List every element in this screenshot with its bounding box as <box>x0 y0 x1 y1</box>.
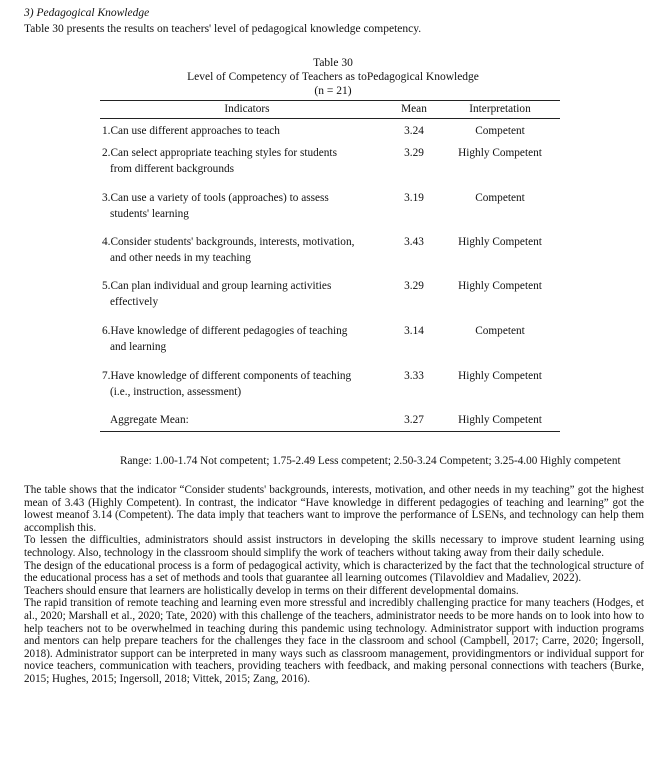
discussion-text <box>24 484 644 686</box>
indicator-text-cont: and other needs in my teaching <box>110 251 251 264</box>
table-title: Level of Competency of Teachers as toPedagogical Knowledge <box>187 71 479 83</box>
range-legend: Range: 1.00-1.74 Not competent; 1.75-2.49 Less competent; 2.50-3.24 Competent; 3.25-4.00 Highly competent <box>120 455 621 467</box>
table-bottom-rule <box>100 431 560 432</box>
mean-value: 3.19 <box>404 192 424 204</box>
table-row <box>102 191 392 222</box>
table-number: Table 30 <box>313 57 353 69</box>
table-row <box>102 124 392 140</box>
section-intro: Table 30 presents the results on teachers' level of pedagogical knowledge competency. <box>24 23 422 35</box>
interpretation-value: Highly Competent <box>458 236 542 248</box>
mean-value: 3.29 <box>404 280 424 292</box>
paragraph: The table shows that the indicator “Consider students' backgrounds, interests, motivation, and other needs in my teaching” got the highest mean of 3.43 (Highly Competent). In contrast, the indicator “Have knowledge in different pedagogies of teaching and learning” got the lowest meanof 3.14 (Competent). The data imply that teachers want to improve the performance of LSENs, and technology can help them accomplish this. <box>24 484 644 534</box>
indicator-text-cont: from different backgrounds <box>110 162 235 175</box>
table-row <box>102 279 392 310</box>
interpretation-value: Highly Competent <box>458 280 542 292</box>
paragraph: Teachers should ensure that learners are holistically develop in terms on their different developmental domains. <box>24 584 519 597</box>
indicator-text-cont: and learning <box>110 340 167 353</box>
table-row <box>102 369 392 400</box>
mean-value: 3.29 <box>404 147 424 159</box>
indicator-text: 6.Have knowledge of different pedagogies of teaching <box>102 325 348 337</box>
table-row <box>102 324 392 355</box>
mean-value: 3.43 <box>404 236 424 248</box>
header-mean: Mean <box>401 103 427 115</box>
interpretation-value: Highly Competent <box>458 370 542 382</box>
mean-value: 3.33 <box>404 370 424 382</box>
indicator-text: 4.Consider students' backgrounds, interests, motivation, <box>102 236 355 248</box>
indicator-text: 1.Can use different approaches to teach <box>102 125 280 137</box>
paragraph: To lessen the difficulties, administrators should assist instructors in developing the skills necessary to improve student learning using technology. Also, technology in the classroom should simplify the work of teachers without taking away from their daily schedule. <box>24 534 644 559</box>
indicator-text-cont: effectively <box>110 295 159 308</box>
interpretation-value: Competent <box>475 192 525 204</box>
indicator-text: 7.Have knowledge of different components of teaching <box>102 370 352 382</box>
mean-value: 3.24 <box>404 125 424 137</box>
interpretation-value: Highly Competent <box>458 147 542 159</box>
header-indicators: Indicators <box>224 103 270 115</box>
paragraph: The rapid transition of remote teaching and learning even more stressful and incredibly challenging practice for many teachers (Hodges, et al., 2020; Marshall et al., 2020; Tate, 2020) with this challenge of the teachers, administrator needs to be more hands on to look into how to help teachers not to be overwhelmed in teaching during this pandemic using technology. Administrator support with induction programs and mentors can help prepare teachers for the challenges they face in the classroom and school (Campbell, 2017; Carre, 2020; Ingersoll, 2018). Administrator support can be interpreted in many ways such as classroom management, providingmentors or individual support for novice teachers, communication with teachers, providing teachers with feedback, and making personal connections with teachers (Burke, 2015; Hughes, 2015; Ingersoll, 2018; Vittek, 2015; Zang, 2016). <box>24 597 644 685</box>
interpretation-value: Competent <box>475 125 525 137</box>
table-row <box>102 146 392 177</box>
indicator-text: 2.Can select appropriate teaching styles for students <box>102 147 337 159</box>
indicator-text-cont: students' learning <box>110 207 189 220</box>
indicator-text: 5.Can plan individual and group learning activities <box>102 280 332 292</box>
table-row <box>102 235 392 266</box>
section-heading: 3) Pedagogical Knowledge <box>24 7 150 19</box>
aggregate-label: Aggregate Mean: <box>110 414 189 426</box>
table-top-rule <box>100 100 560 101</box>
mean-value: 3.14 <box>404 325 424 337</box>
indicator-text-cont: (i.e., instruction, assessment) <box>110 385 242 398</box>
table-n: (n = 21) <box>314 85 352 97</box>
aggregate-interpretation: Highly Competent <box>458 414 542 426</box>
table-header-rule <box>100 118 560 119</box>
aggregate-mean: 3.27 <box>404 414 424 426</box>
header-interpretation: Interpretation <box>469 103 531 115</box>
interpretation-value: Competent <box>475 325 525 337</box>
paragraph: The design of the educational process is a form of pedagogical activity, which is characterized by the fact that the technological structure of the educational process has a set of methods and tools that guarantee all learning outcomes (Tilavoldiev and Madaliev, 2022). <box>24 559 644 585</box>
indicator-text: 3.Can use a variety of tools (approaches) to assess <box>102 192 329 204</box>
